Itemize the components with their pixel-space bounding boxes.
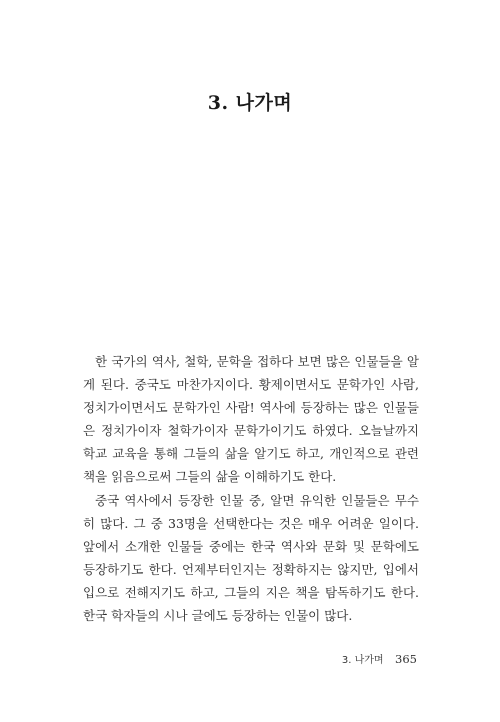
page-footer bbox=[342, 651, 417, 666]
body-text bbox=[83, 350, 419, 627]
running-head: 3. 나가며 bbox=[341, 655, 384, 666]
page-number: 365 bbox=[395, 652, 417, 666]
paragraph-1: 한 국가의 역사, 철학, 문학을 접하다 보면 많은 인물들을 알게 된다. 중국도 마찬가지이다. 황제이면서도 문학가인 사람, 정치가이면서도 문학가인 사람! 역사에 등장하는 많은 인물들은 정치가이자 철학가이자 문학가이기도 하였다. 오늘날까지 학교 교육을 통해 그들의 삶을 알기도 하고, 개인적으로 관련 책을 읽음으로써 그들의 삶을 이해하기도 한다. bbox=[83, 354, 419, 485]
chapter-title: 3. 나가며 bbox=[207, 92, 293, 114]
paragraph-2: 중국 역사에서 등장한 인물 중, 알면 유익한 인물들은 무수히 많다. 그 중 33명을 선택한다는 것은 매우 어려운 일이다. 앞에서 소개한 인물들 중에는 한국 역사와 문화 및 문학에도 등장하기도 한다. 언제부터인지는 정확하지는 않지만, 입에서 입으로 전해지기도 하고, 그들의 지은 책을 탐독하기도 한다. 한국 학자들의 시나 글에도 등장하는 인물이 많다. bbox=[83, 492, 419, 624]
